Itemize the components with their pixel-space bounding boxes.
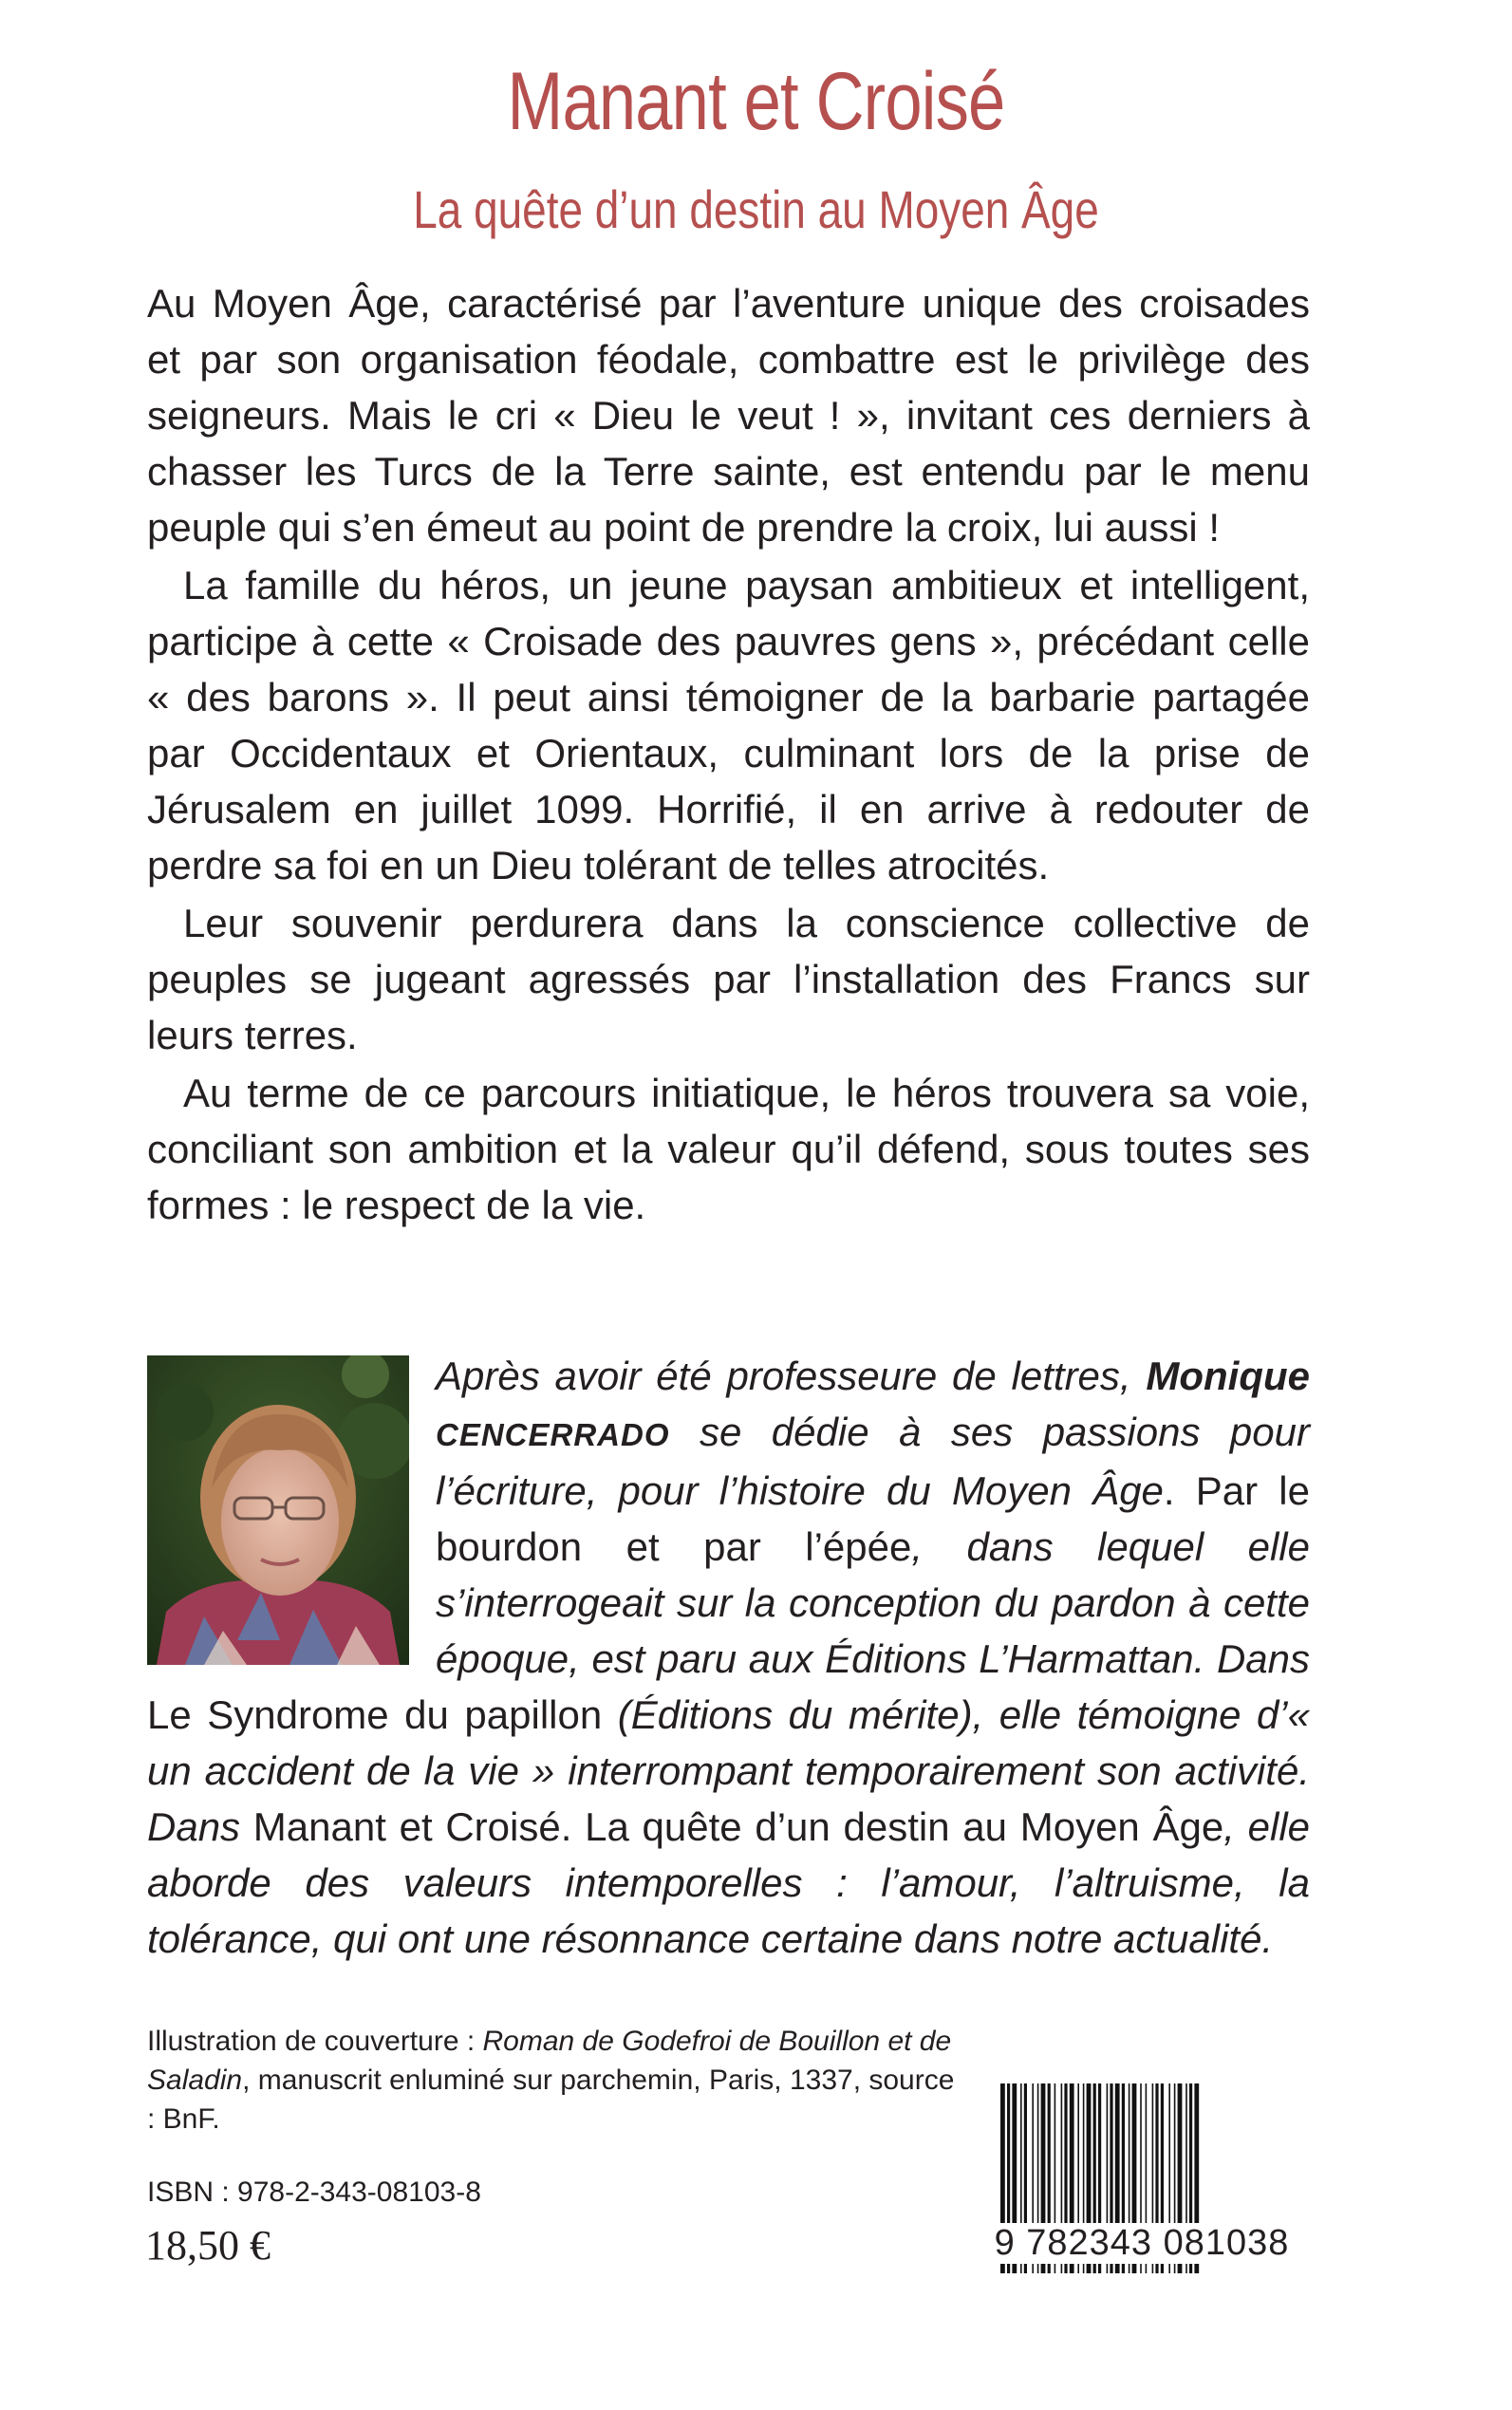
blurb-paragraph-3: Leur souvenir perdurera dans la conscience collective de peuples se jugeant agressés par l’installation des Francs sur leurs terres. — [147, 901, 1310, 1057]
credit-label: Illustration de couverture : — [147, 2026, 483, 2057]
bio-text-6: (Éditions du mérite), elle témoigne d’« un accident de la vie » interrompant temporairement son activité. Dans — [147, 1692, 1310, 1849]
bio-title-manant: Manant et Croisé. La quête d’un destin au Moyen Âge — [252, 1804, 1224, 1849]
bio-text-8: , elle aborde des valeurs intemporelles : l’amour, l’altruisme, la tolérance, qui ont une résonnance certaine dans notre actualité. — [147, 1804, 1311, 1961]
price: 18,50 € — [145, 2222, 271, 2269]
blurb-paragraph-4: Au terme de ce parcours initiatique, le héros trouvera sa voie, conciliant son ambition et la valeur qu’il défend, sous toutes ses formes : le respect de la vie. — [147, 1071, 1310, 1227]
author-bio — [147, 1348, 1310, 1967]
book-subtitle: La quête d’un destin au Moyen Âge — [413, 179, 1099, 239]
bio-title-syndrome: Le Syndrome du papillon — [147, 1692, 603, 1737]
bio-text-2: se dédie à ses passions pour l’écriture, pour l’histoire du Moyen Âge — [436, 1410, 1310, 1513]
credit-work: Roman de Godefroi de Bouillon et de Saladin — [147, 2026, 952, 2096]
author-first-name: Monique — [1146, 1354, 1310, 1398]
barcode-digits: 9 782343 081038 — [985, 2223, 1298, 2264]
author-last-name: CENCERRADO — [436, 1417, 670, 1452]
author-photo — [147, 1355, 409, 1665]
bio-text-4: , dans lequel elle s’interrogeait sur la conception du pardon à cette époque, est paru aux Éditions L’Harmattan. Dans — [436, 1524, 1310, 1681]
book-title: Manant et Croisé — [507, 56, 1005, 147]
isbn: ISBN : 978-2-343-08103-8 — [147, 2176, 481, 2208]
blurb-paragraph-2: La famille du héros, un jeune paysan ambitieux et intelligent, participe à cette « Croisade des pauvres gens », précédant celle « des barons ». Il peut ainsi témoigner de la barbarie partagée par Occidentaux et Orientaux, culminant lors de la prise de Jérusalem en juillet 1099. Horrifié, il en arrive à redouter de perdre sa foi en un Dieu tolérant de telles atrocités. — [147, 563, 1310, 887]
cover-credit — [147, 2022, 963, 2139]
blurb — [147, 275, 1310, 1233]
credit-rest: , manuscrit enluminé sur parchemin, Paris, 1337, source : BnF. — [147, 2064, 955, 2135]
bio-text-3: . Par le bourdon et par l’épée — [436, 1468, 1310, 1569]
blurb-paragraph-1: Au Moyen Âge, caractérisé par l’aventure unique des croisades et par son organisation féodale, combattre est le privilège des seigneurs. Mais le cri « Dieu le veut ! », invitant ces derniers à chasser les Turcs de la Terre sainte, est entendu par le menu peuple qui s’en émeut au point de prendre la croix, lui aussi ! — [147, 281, 1310, 550]
bio-text-1: Après avoir été professeure de lettres, — [436, 1354, 1147, 1398]
